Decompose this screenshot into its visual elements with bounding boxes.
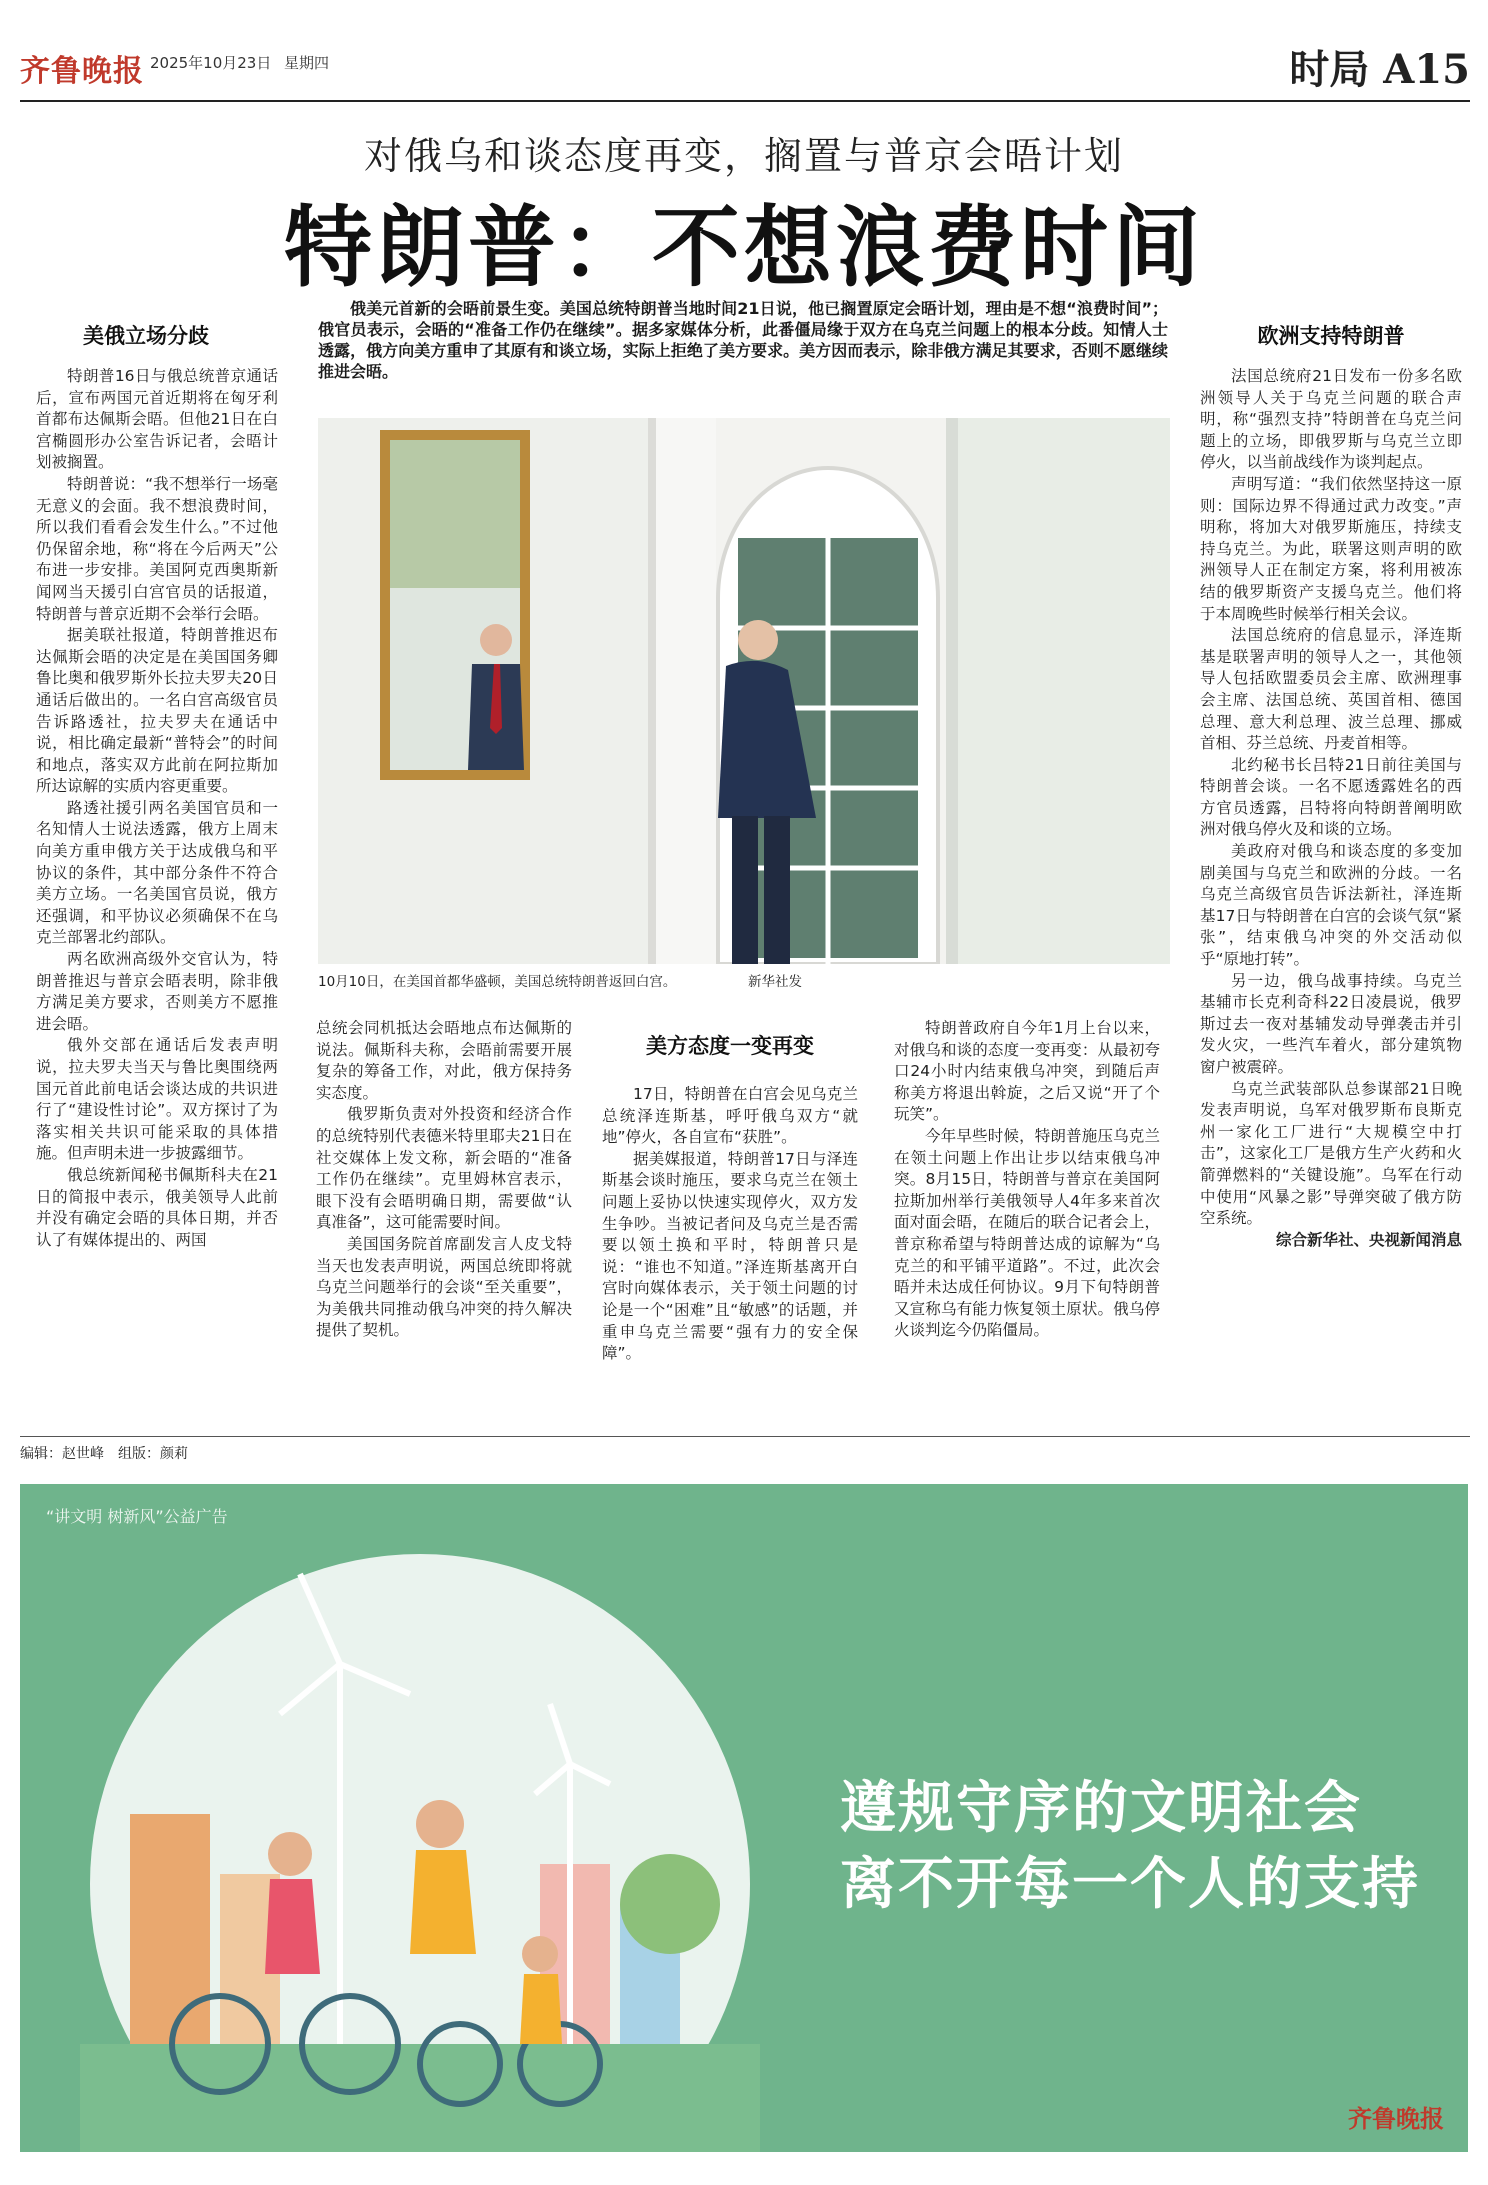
paragraph: 乌克兰武装部队总参谋部21日晚发表声明说，乌军对俄罗斯布良斯克州一家化工厂进行“大规模空中打击”，这家化工厂是俄方生产火药和火箭弹燃料的“关键设施”。乌军在行动中使用“风暴之影”导弹突破了俄方防空系统。 <box>1200 1079 1462 1228</box>
paragraph: 美政府对俄乌和谈态度的多变加剧美国与乌克兰和欧洲的分歧。一名乌克兰高级官员告诉法新社，泽连斯基17日与特朗普在白宫的会谈气氛“紧张”，结束俄乌冲突的外交活动似乎“原地打转”。 <box>1200 842 1462 969</box>
caption-text: 10月10日，在美国首都华盛顿，美国总统特朗普返回白宫。 <box>318 974 677 990</box>
masthead <box>20 38 1470 100</box>
center-column-2 <box>602 1084 858 1365</box>
paragraph: 17日，特朗普在白宫会见乌克兰总统泽连斯基，呼吁俄乌双方“就地”停火，各自宣布“获胜”。 <box>602 1085 858 1147</box>
left-column-subhead: 美俄立场分歧 <box>83 324 209 348</box>
source-signature: 综合新华社、央视新闻消息 <box>1275 1230 1462 1249</box>
ad-tag: “讲文明 树新风”公益广告 <box>46 1507 228 1526</box>
paragraph: 特朗普说：“我不想举行一场毫无意义的会面。我不想浪费时间，所以我们看看会发生什么。”不过他仍保留余地，称“将在今后两天”公布进一步安排。美国阿克西奥斯新闻网当天援引白宫官员的话报道，特朗普与普京近期不会举行会晤。 <box>36 474 278 623</box>
newspaper-logo: 齐鲁晚报 <box>20 54 144 89</box>
paragraph: 俄罗斯负责对外投资和经济合作的总统特别代表德米特里耶夫21日在社交媒体上发文称，新会晤的“准备工作仍在继续”。克里姆林宫表示，眼下没有会晤明确日期，需要做“认真准备”，这可能需要时间。 <box>316 1105 572 1232</box>
ad-newspaper-logo: 齐鲁晚报 <box>1348 2104 1444 2133</box>
paragraph: 美国国务院首席副发言人皮戈特当天也发表声明说，两国总统即将就乌克兰问题举行的会谈“至关重要”，为美俄共同推动俄乌冲突的持久解决提供了契机。 <box>316 1234 572 1340</box>
white-house-photo-illustration <box>318 418 1170 964</box>
paragraph: 据美联社报道，特朗普推迟布达佩斯会晤的决定是在美国国务卿鲁比奥和俄罗斯外长拉夫罗夫20日通话后做出的。一名白宫高级官员告诉路透社，拉夫罗夫在通话中说，相比确定最新“普特会”的时间和地点，落实双方此前在阿拉斯加所达谅解的实质内容更重要。 <box>36 626 278 796</box>
masthead-rule <box>20 100 1470 102</box>
section-page-label: 时局 A15 <box>1289 46 1470 93</box>
headline-kicker: 对俄乌和谈态度再变，搁置与普京会晤计划 <box>363 134 1124 178</box>
paragraph: 特朗普16日与俄总统普京通话后，宣布两国元首近期将在匈牙利首都布达佩斯会晤。但他21日在白宫椭圆形办公室告诉记者，会晤计划被搁置。 <box>36 367 278 472</box>
center-column-subhead: 美方态度一变再变 <box>646 1034 814 1058</box>
center-column-1 <box>316 1018 572 1342</box>
right-column <box>1200 366 1462 1251</box>
lead-paragraph: 俄美元首新的会晤前景生变。美国总统特朗普当地时间21日说，他已搁置原定会晤计划，理由是不想“浪费时间”；俄官员表示，会晤的“准备工作仍在继续”。据多家媒体分析，此番僵局缘于双方在乌克兰问题上的根本分歧。知情人士透露，俄方向美方重申了其原有和谈立场，实际上拒绝了美方要求。美方因而表示，除非俄方满足其要求，否则不愿继续推进会晤。 <box>318 299 1168 381</box>
photo-caption <box>318 970 1170 990</box>
paragraph: 俄总统新闻秘书佩斯科夫在21日的简报中表示，俄美领导人此前并没有确定会晤的具体日期，并否认了有媒体提出的、两国 <box>36 1165 278 1249</box>
footer-rule <box>20 1436 1470 1437</box>
paragraph: 北约秘书长吕特21日前往美国与特朗普会谈。一名不愿透露姓名的西方官员透露，吕特将向特朗普阐明欧洲对俄乌停火及和谈的立场。 <box>1200 755 1462 839</box>
paragraph: 法国总统府21日发布一份多名欧洲领导人关于乌克兰问题的联合声明，称“强烈支持”特朗普在乌克兰问题上的立场，即俄罗斯与乌克兰立即停火，以当前战线作为谈判起点。 <box>1200 367 1462 472</box>
photo-credit: 新华社发 <box>748 974 802 990</box>
paragraph: 据美媒报道，特朗普17日与泽连斯基会谈时施压，要求乌克兰在领土问题上妥协以快速实现停火，双方发生争吵。当被记者问及乌克兰是否需要以领土换和平时，特朗普只是说：“谁也不知道。”泽连斯基离开白宫时向媒体表示，关于领土问题的讨论是一个“困难”且“敏感”的话题，并重申乌克兰需要“强有力的安全保障”。 <box>602 1149 858 1363</box>
paragraph: 另一边，俄乌战事持续。乌克兰基辅市长克利奇科22日凌晨说，俄罗斯过去一夜对基辅发动导弹袭击并引发火灾，一些汽车着火，部分建筑物窗户被震碎。 <box>1200 971 1462 1076</box>
center-column-3 <box>894 1018 1160 1342</box>
page-title: 特朗普：不想浪费时间 <box>283 195 1204 299</box>
editor-credits: 编辑：赵世峰 组版：颜莉 <box>20 1446 188 1462</box>
public-service-ad <box>20 1484 1468 2152</box>
paragraph: 两名欧洲高级外交官认为，特朗普推迟与普京会晤表明，除非俄方满足美方要求，否则美方不愿推进会晤。 <box>36 950 278 1033</box>
paragraph: 俄外交部在通话后发表声明说，拉夫罗夫当天与鲁比奥围绕两国元首此前电话会谈达成的共识进行了“建设性讨论”。双方探讨了为落实相关共识可能采取的具体措施。但声明未进一步披露细节。 <box>36 1036 278 1163</box>
paragraph: 特朗普政府自今年1月上台以来，对俄乌和谈的态度一变再变：从最初夸口24小时内结束俄乌冲突，到随后声称美方将退出斡旋，之后又说“开了个玩笑”。 <box>894 1019 1160 1124</box>
paragraph: 法国总统府的信息显示，泽连斯基是联署声明的领导人之一，其他领导人包括欧盟委员会主席、欧洲理事会主席、法国总统、英国首相、德国总理、意大利总理、波兰总理、挪威首相、芬兰总统、丹麦首相等。 <box>1200 626 1462 753</box>
paragraph: 今年早些时候，特朗普施压乌克兰在领土问题上作出让步以结束俄乌冲突。8月15日，特朗普与普京在美国阿拉斯加州举行美俄领导人4年多来首次面对面会晤，在随后的联合记者会上，普京称希望与特朗普达成的谅解为“乌克兰的和平铺平道路”。不过，此次会晤并未达成任何协议。9月下旬特朗普又宣称乌有能力恢复领土原状。俄乌停火谈判迄今仍陷僵局。 <box>894 1126 1160 1340</box>
cycling-family-illustration <box>20 1484 780 2152</box>
left-column <box>36 366 278 1251</box>
issue-weekday: 星期四 <box>284 54 330 72</box>
issue-date: 2025年10月23日 <box>150 54 272 72</box>
paragraph: 声明写道：“我们依然坚持这一原则：国际边界不得通过武力改变。”声明称，将加大对俄罗斯施压，持续支持乌克兰。为此，联署这则声明的欧洲领导人正在制定方案，将利用被冻结的俄罗斯资产支援乌克兰。他们将于本周晚些时候举行相关会议。 <box>1200 474 1462 623</box>
news-photo <box>318 418 1170 964</box>
ad-slogan-line2: 离不开每一个人的支持 <box>840 1852 1420 1917</box>
paragraph: 路透社援引两名美国官员和一名知情人士说法透露，俄方上周末向美方重申俄方关于达成俄乌和平协议的条件，其中部分条件不符合美方立场。一名美国官员说，俄方还强调，和平协议必须确保不在乌克兰部署北约部队。 <box>36 798 278 947</box>
right-column-subhead: 欧洲支持特朗普 <box>1257 324 1405 348</box>
paragraph: 总统会同机抵达会晤地点布达佩斯的说法。佩斯科夫称，会晤前需要开展复杂的筹备工作，对此，俄方保持务实态度。 <box>316 1019 572 1102</box>
ad-slogan-line1: 遵规守序的文明社会 <box>840 1776 1362 1841</box>
